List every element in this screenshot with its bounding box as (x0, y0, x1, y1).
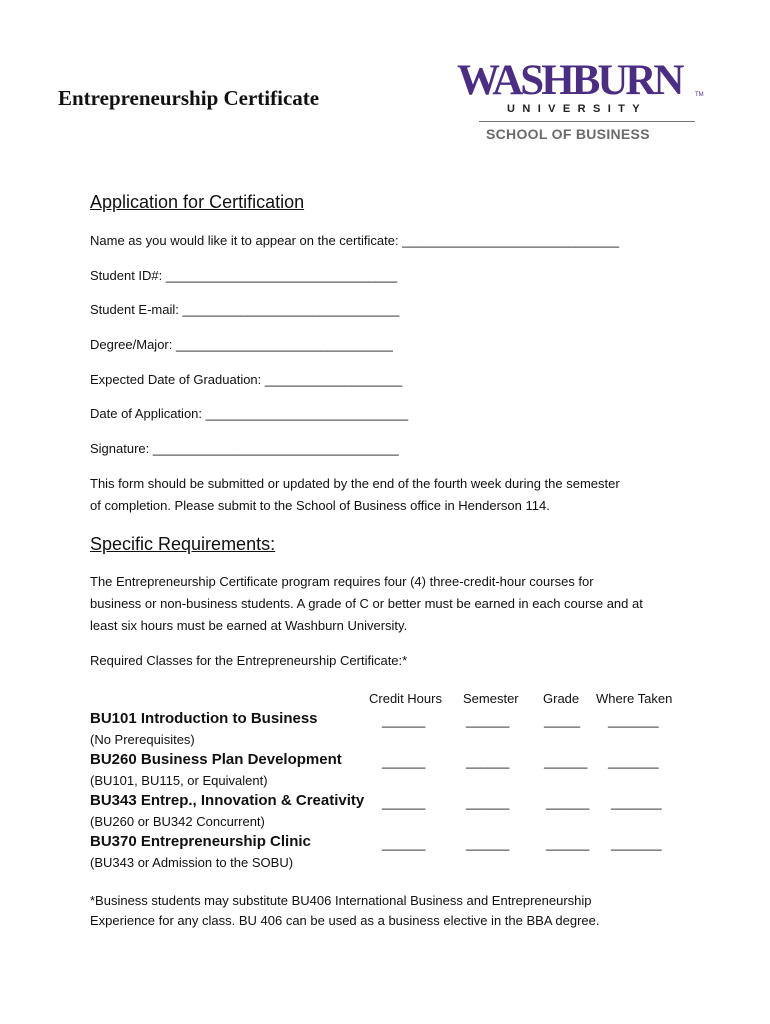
where-taken-blank[interactable]: _______ (611, 836, 662, 851)
column-credit-hours: Credit Hours (369, 691, 442, 706)
requirements-para-line-1: The Entrepreneurship Certificate program requires four (4) three-credit-hour courses for (90, 574, 594, 589)
degree-major-field[interactable]: Degree/Major: ______________________________ (90, 337, 393, 352)
requirements-para-line-3: least six hours must be earned at Washburn University. (90, 618, 408, 633)
course-title: BU260 Business Plan Development (90, 751, 342, 768)
course-title: BU101 Introduction to Business (90, 710, 318, 727)
course-prereq: (BU260 or BU342 Concurrent) (90, 814, 265, 829)
requirements-heading: Specific Requirements: (90, 534, 276, 554)
logo-divider (479, 121, 695, 122)
required-classes-label: Required Classes for the Entrepreneurship Certificate:* (90, 653, 408, 668)
credit-hours-blank[interactable]: ______ (382, 795, 426, 810)
logo-subtitle: UNIVERSITY (507, 103, 648, 115)
grade-blank[interactable]: ______ (546, 836, 590, 851)
course-prereq: (No Prerequisites) (90, 732, 195, 747)
application-date-field[interactable]: Date of Application: ____________________________ (90, 406, 409, 421)
course-prereq: (BU101, BU115, or Equivalent) (90, 773, 268, 788)
washburn-logo (455, 58, 705, 153)
footnote-line-2: Experience for any class. BU 406 can be used as a business elective in the BBA degree. (90, 913, 600, 928)
column-where-taken: Where Taken (596, 691, 673, 706)
semester-blank[interactable]: ______ (466, 713, 510, 728)
course-title: BU370 Entrepreneurship Clinic (90, 833, 311, 850)
footnote-line-1: *Business students may substitute BU406 International Business and Entrepreneurship (90, 893, 592, 908)
name-field[interactable]: Name as you would like it to appear on the certificate: ______________________________ (90, 233, 620, 248)
where-taken-blank[interactable]: _______ (608, 713, 659, 728)
instructions-line-1: This form should be submitted or updated by the end of the fourth week during the semester (90, 476, 620, 491)
student-id-field[interactable]: Student ID#: ________________________________ (90, 268, 398, 283)
student-email-field[interactable]: Student E-mail: ______________________________ (90, 302, 400, 317)
requirements-para-line-2: business or non-business students. A grade of C or better must be earned in each course and at (90, 596, 643, 611)
logo-trademark: TM (695, 92, 704, 98)
column-grade: Grade (543, 691, 580, 706)
graduation-date-field[interactable]: Expected Date of Graduation: ___________________ (90, 372, 403, 387)
column-semester: Semester (463, 691, 519, 706)
grade-blank[interactable]: ______ (546, 795, 590, 810)
application-heading: Application for Certification (90, 192, 305, 212)
grade-blank[interactable]: ______ (544, 754, 588, 769)
semester-blank[interactable]: ______ (466, 795, 510, 810)
course-title: BU343 Entrep., Innovation & Creativity (90, 792, 365, 809)
semester-blank[interactable]: ______ (466, 836, 510, 851)
credit-hours-blank[interactable]: ______ (382, 754, 426, 769)
credit-hours-blank[interactable]: ______ (382, 836, 426, 851)
instructions-line-2: of completion. Please submit to the School of Business office in Henderson 114. (90, 498, 550, 513)
course-prereq: (BU343 or Admission to the SOBU) (90, 855, 294, 870)
logo-school-name: SCHOOL OF BUSINESS (486, 126, 650, 142)
where-taken-blank[interactable]: _______ (608, 754, 659, 769)
document-title: Entrepreneurship Certificate (58, 86, 320, 110)
logo-wordmark: WASHBURN (457, 57, 682, 104)
semester-blank[interactable]: ______ (466, 754, 510, 769)
where-taken-blank[interactable]: _______ (611, 795, 662, 810)
signature-field[interactable]: Signature: __________________________________ (90, 441, 399, 456)
credit-hours-blank[interactable]: ______ (382, 713, 426, 728)
grade-blank[interactable]: _____ (544, 713, 581, 728)
